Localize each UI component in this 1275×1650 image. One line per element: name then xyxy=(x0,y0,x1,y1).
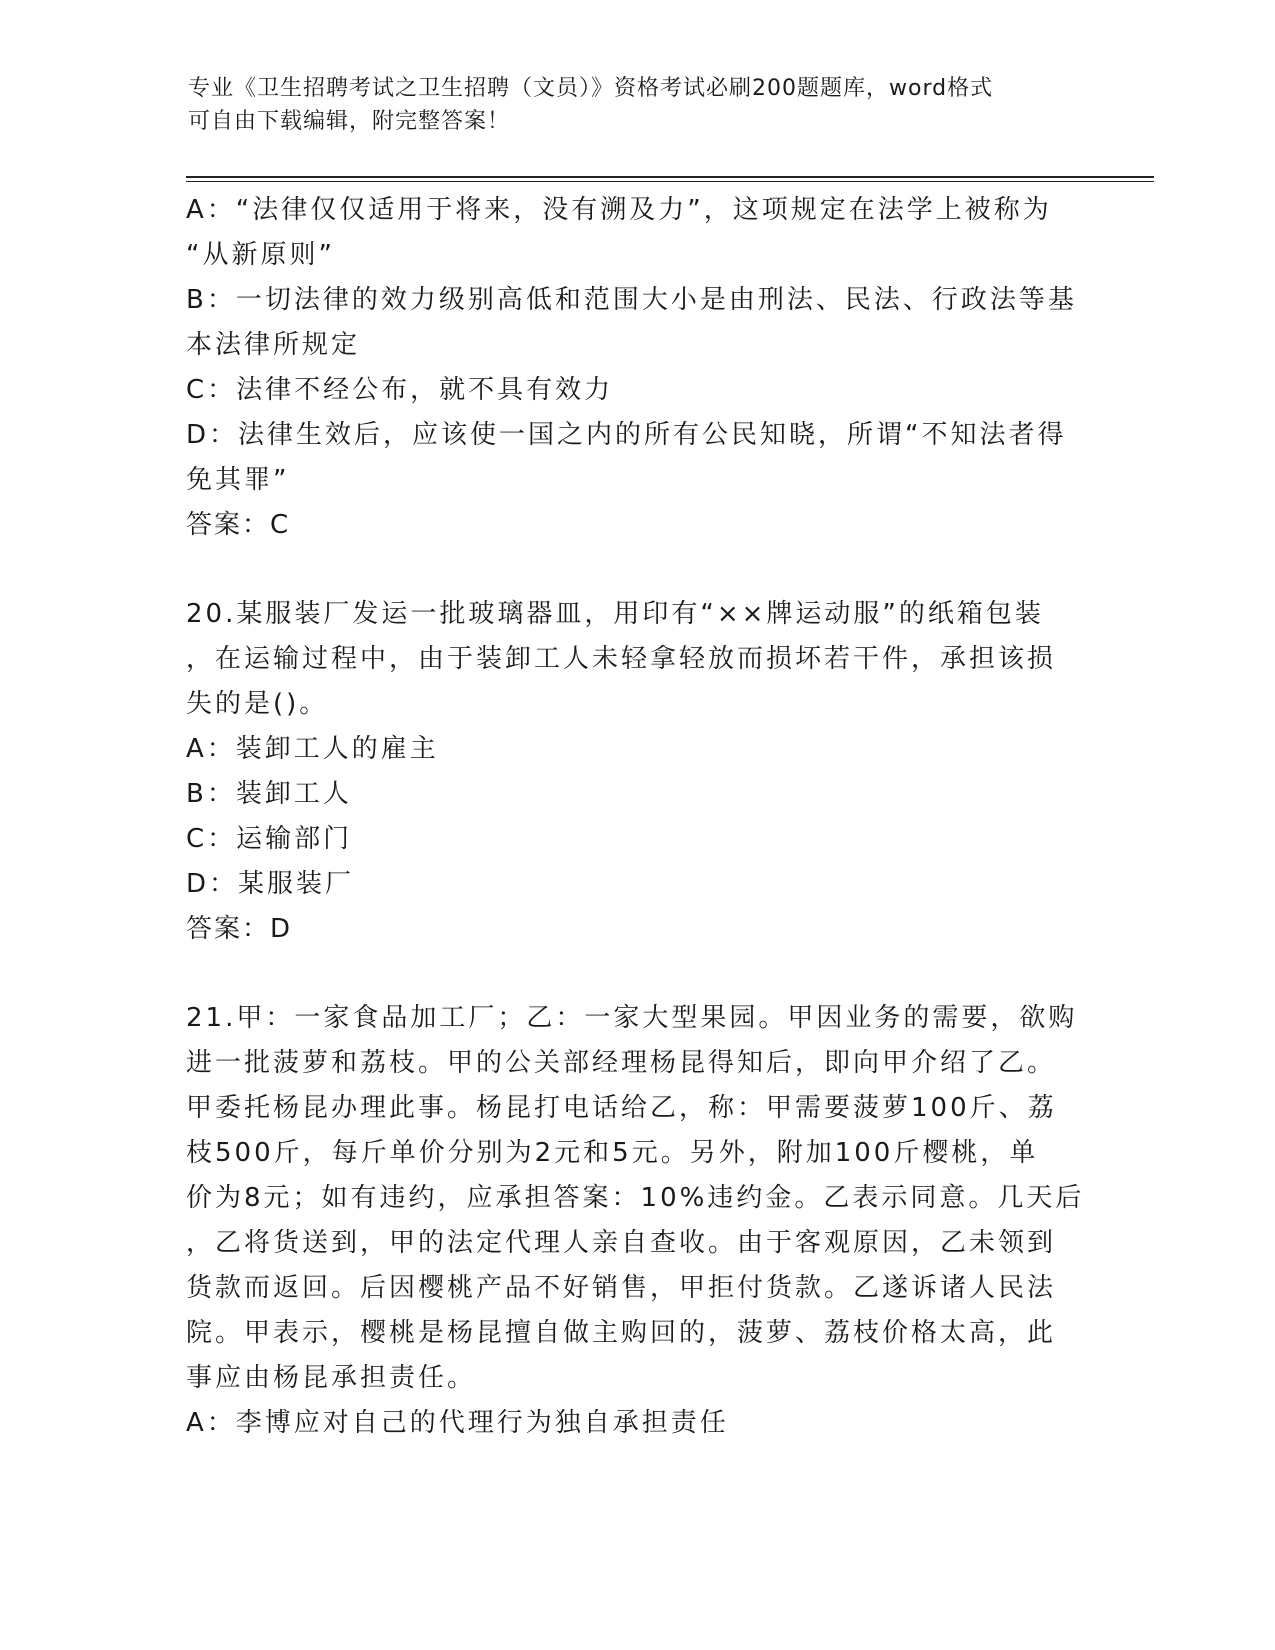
document-header xyxy=(188,72,1088,138)
header-title-line-1: 专业《卫生招聘考试之卫生招聘（文员）》资格考试必刷200题题库，word格式 xyxy=(188,76,994,101)
document-body xyxy=(186,188,1086,1446)
header-title-line-2: 可自由下载编辑，附完整答案！ xyxy=(188,109,511,134)
question-20 xyxy=(186,592,1086,952)
spacer xyxy=(186,952,1086,996)
q20-option-c: C：运输部门 xyxy=(186,824,353,854)
q19-answer: 答案：C xyxy=(186,510,291,540)
header-divider-thick xyxy=(186,176,1154,178)
q21-stem-line: 价为8元；如有违约，应承担答案：10%违约金。乙表示同意。几天后 xyxy=(186,1183,1085,1213)
q19-option-d-line-2: 免其罪” xyxy=(186,465,290,495)
q21-stem-line: 货款而返回。后因樱桃产品不好销售，甲拒付货款。乙遂诉诸人民法 xyxy=(186,1273,1057,1303)
q21-stem-line: 事应由杨昆承担责任。 xyxy=(186,1363,477,1393)
q21-option-a: A：李博应对自己的代理行为独自承担责任 xyxy=(186,1408,729,1438)
spacer xyxy=(186,548,1086,592)
q21-stem-line: 21.甲：一家食品加工厂；乙：一家大型果园。甲因业务的需要，欲购 xyxy=(186,1003,1078,1033)
q21-stem-line: 枝500斤，每斤单价分别为2元和5元。另外，附加100斤樱桃，单 xyxy=(186,1138,1039,1168)
header-divider-thin xyxy=(186,181,1154,182)
q19-option-a-line-1: A：“法律仅仅适用于将来，没有溯及力”，这项规定在法学上被称为 xyxy=(186,195,1052,225)
q20-stem-line-1: 20.某服装厂发运一批玻璃器皿，用印有“××牌运动服”的纸箱包装 xyxy=(186,599,1044,629)
question-19-partial xyxy=(186,188,1086,548)
q20-stem-line-2: ，在运输过程中，由于装卸工人未轻拿轻放而损坏若干件，承担该损 xyxy=(186,644,1057,674)
q20-option-a: A：装卸工人的雇主 xyxy=(186,734,439,764)
q19-option-d-line-1: D：法律生效后，应该使一国之内的所有公民知晓，所谓“不知法者得 xyxy=(186,420,1067,450)
q19-option-b-line-1: B：一切法律的效力级别高低和范围大小是由刑法、民法、行政法等基 xyxy=(186,285,1077,315)
q20-answer: 答案：D xyxy=(186,914,293,944)
q19-option-b-line-2: 本法律所规定 xyxy=(186,330,361,360)
q20-stem-line-3: 失的是()。 xyxy=(186,689,329,719)
q21-stem-line: 院。甲表示，樱桃是杨昆擅自做主购回的，菠萝、荔枝价格太高，此 xyxy=(186,1318,1057,1348)
q21-stem-line: ，乙将货送到，甲的法定代理人亲自查收。由于客观原因，乙未领到 xyxy=(186,1228,1057,1258)
q20-option-d: D：某服装厂 xyxy=(186,869,355,899)
q19-option-c: C：法律不经公布，就不具有效力 xyxy=(186,375,614,405)
q19-option-a-line-2: “从新原则” xyxy=(186,240,335,270)
q21-stem-line: 甲委托杨昆办理此事。杨昆打电话给乙，称：甲需要菠萝100斤、荔 xyxy=(186,1093,1057,1123)
q20-option-b: B：装卸工人 xyxy=(186,779,352,809)
question-21 xyxy=(186,996,1086,1446)
q21-stem-line: 进一批菠萝和荔枝。甲的公关部经理杨昆得知后，即向甲介绍了乙。 xyxy=(186,1048,1057,1078)
